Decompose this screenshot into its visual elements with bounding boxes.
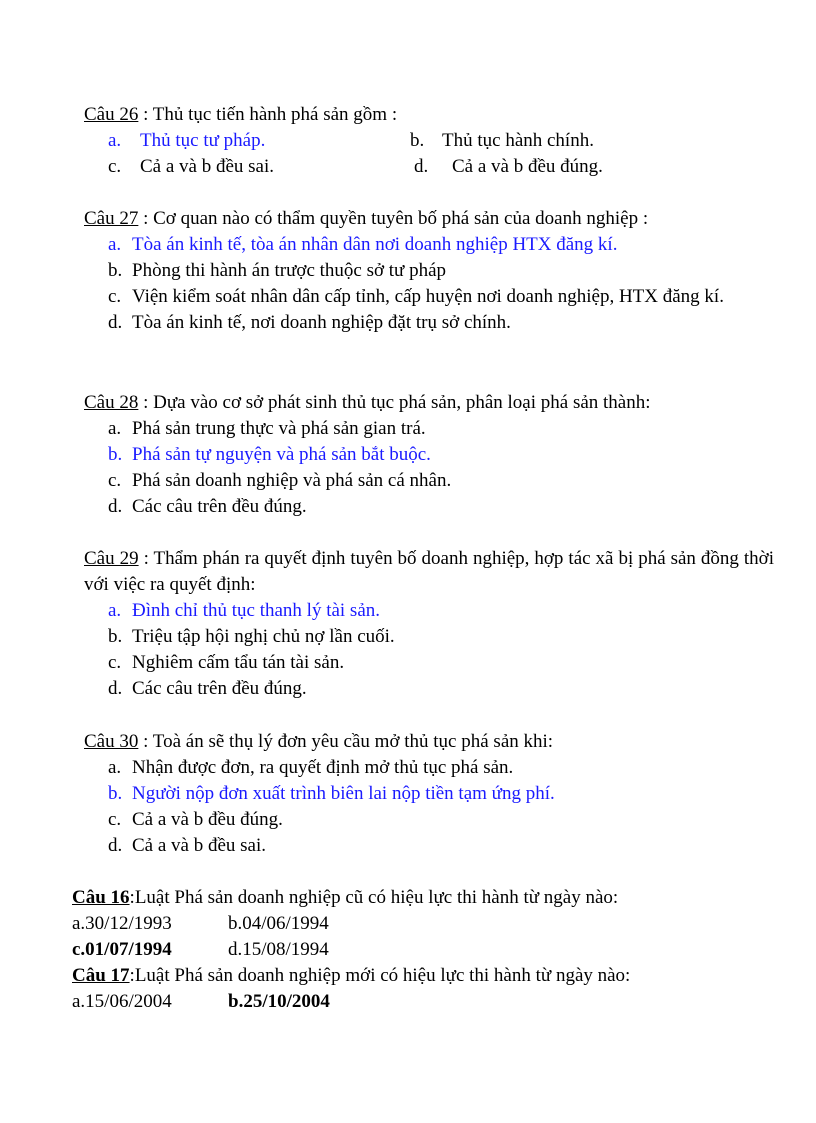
option-a-label: a. bbox=[108, 130, 122, 151]
question-30 bbox=[84, 729, 774, 859]
option-label: d. bbox=[108, 312, 123, 333]
question-26 bbox=[84, 102, 774, 180]
option-text: Các câu trên đều đúng. bbox=[132, 496, 307, 517]
option-row bbox=[72, 937, 772, 963]
option-a: a.30/12/1993 bbox=[72, 913, 172, 934]
question-number: Câu 26 bbox=[84, 104, 139, 125]
option-row bbox=[72, 911, 772, 937]
option-label: c. bbox=[108, 652, 122, 673]
option-a bbox=[84, 232, 774, 258]
option-b bbox=[84, 442, 774, 468]
question-number: Câu 30 bbox=[84, 731, 139, 752]
question-number: Câu 28 bbox=[84, 392, 139, 413]
option-b: b.04/06/1994 bbox=[228, 913, 329, 934]
question-28 bbox=[84, 390, 774, 520]
question-17-header bbox=[72, 963, 772, 989]
option-label: c. bbox=[108, 809, 122, 830]
option-c-correct: c.01/07/1994 bbox=[72, 939, 172, 960]
option-text: Nhận được đơn, ra quyết định mở thủ tục phá sản. bbox=[132, 757, 514, 778]
option-label: d. bbox=[108, 835, 123, 856]
option-d bbox=[84, 833, 774, 859]
option-a-text: Thủ tục tư pháp. bbox=[140, 130, 266, 151]
option-label: a. bbox=[108, 757, 122, 778]
option-text: Phòng thi hành án trược thuộc sở tư pháp bbox=[132, 260, 447, 281]
option-b bbox=[84, 624, 774, 650]
option-text: Tòa án kinh tế, tòa án nhân dân nơi doanh nghiệp HTX đăng kí. bbox=[132, 234, 618, 255]
option-c bbox=[84, 284, 774, 310]
question-number: Câu 29 bbox=[84, 548, 139, 569]
option-text: Nghiêm cấm tẩu tán tài sản. bbox=[132, 652, 345, 673]
option-text: Viện kiểm soát nhân dân cấp tỉnh, cấp huyện nơi doanh nghiệp, HTX đăng kí. bbox=[132, 286, 724, 307]
option-row bbox=[72, 989, 772, 1015]
question-26-header bbox=[84, 102, 774, 128]
question-number: Câu 16 bbox=[72, 887, 130, 908]
question-27-header bbox=[84, 206, 774, 232]
option-label: b. bbox=[108, 444, 123, 465]
option-b-correct: b.25/10/2004 bbox=[228, 991, 330, 1012]
option-label: c. bbox=[108, 470, 122, 491]
option-label: d. bbox=[108, 496, 123, 517]
question-28-header bbox=[84, 390, 774, 416]
option-text: Cả a và b đều đúng. bbox=[132, 809, 283, 830]
option-label: a. bbox=[108, 418, 122, 439]
option-text: Phá sản trung thực và phá sản gian trá. bbox=[132, 418, 426, 439]
question-text: : Cơ quan nào có thẩm quyền tuyên bố phá sản của doanh nghiệp : bbox=[138, 208, 649, 229]
question-27 bbox=[84, 206, 774, 336]
question-number: Câu 27 bbox=[84, 208, 139, 229]
option-text: Triệu tập hội nghị chủ nợ lần cuối. bbox=[132, 626, 395, 647]
option-d-label: d. bbox=[414, 156, 429, 177]
option-d-text: Cả a và b đều đúng. bbox=[452, 156, 603, 177]
question-text: : Thủ tục tiến hành phá sản gồm : bbox=[138, 104, 398, 125]
question-text: :Luật Phá sản doanh nghiệp mới có hiệu lực thi hành từ ngày nào: bbox=[129, 965, 631, 986]
question-text: : Toà án sẽ thụ lý đơn yêu cầu mở thủ tục phá sản khi: bbox=[138, 731, 554, 752]
question-text: : Thẩm phán ra quyết định tuyên bố doanh nghiệp, hợp tác xã bị phá sản đồng thời với việc ra quyết định: bbox=[84, 548, 774, 595]
question-text: :Luật Phá sản doanh nghiệp cũ có hiệu lực thi hành từ ngày nào: bbox=[129, 887, 619, 908]
question-29-header bbox=[84, 546, 774, 598]
option-row bbox=[84, 128, 774, 154]
option-label: b. bbox=[108, 783, 123, 804]
question-number: Câu 17 bbox=[72, 965, 130, 986]
option-a bbox=[84, 598, 774, 624]
option-b-text: Thủ tục hành chính. bbox=[442, 130, 594, 151]
option-text: Các câu trên đều đúng. bbox=[132, 678, 307, 699]
option-c bbox=[84, 807, 774, 833]
option-text: Người nộp đơn xuất trình biên lai nộp tiền tạm ứng phí. bbox=[132, 783, 555, 804]
question-16-17-block bbox=[72, 885, 772, 1015]
option-label: d. bbox=[108, 678, 123, 699]
option-d bbox=[84, 310, 774, 336]
option-b bbox=[84, 258, 774, 284]
option-row bbox=[84, 154, 774, 180]
option-b-label: b. bbox=[410, 130, 425, 151]
option-d: d.15/08/1994 bbox=[228, 939, 329, 960]
option-d bbox=[84, 676, 774, 702]
option-text: Phá sản doanh nghiệp và phá sản cá nhân. bbox=[132, 470, 452, 491]
option-a bbox=[84, 416, 774, 442]
option-c-label: c. bbox=[108, 156, 122, 177]
option-text: Đình chỉ thủ tục thanh lý tài sản. bbox=[132, 600, 381, 621]
question-text: : Dựa vào cơ sở phát sinh thủ tục phá sản, phân loại phá sản thành: bbox=[138, 392, 651, 413]
option-b bbox=[84, 781, 774, 807]
option-label: c. bbox=[108, 286, 122, 307]
option-c bbox=[84, 468, 774, 494]
option-text: Tòa án kinh tế, nơi doanh nghiệp đặt trụ sở chính. bbox=[132, 312, 511, 333]
option-c bbox=[84, 650, 774, 676]
question-30-header bbox=[84, 729, 774, 755]
option-label: a. bbox=[108, 600, 122, 621]
option-a bbox=[84, 755, 774, 781]
option-text: Phá sản tự nguyện và phá sản bắt buộc. bbox=[132, 444, 431, 465]
question-29 bbox=[84, 546, 774, 702]
question-16-header bbox=[72, 885, 772, 911]
option-d bbox=[84, 494, 774, 520]
option-label: a. bbox=[108, 234, 122, 255]
option-text: Cả a và b đều sai. bbox=[132, 835, 267, 856]
option-c-text: Cả a và b đều sai. bbox=[140, 156, 275, 177]
option-label: b. bbox=[108, 260, 123, 281]
option-label: b. bbox=[108, 626, 123, 647]
option-a: a.15/06/2004 bbox=[72, 991, 172, 1012]
